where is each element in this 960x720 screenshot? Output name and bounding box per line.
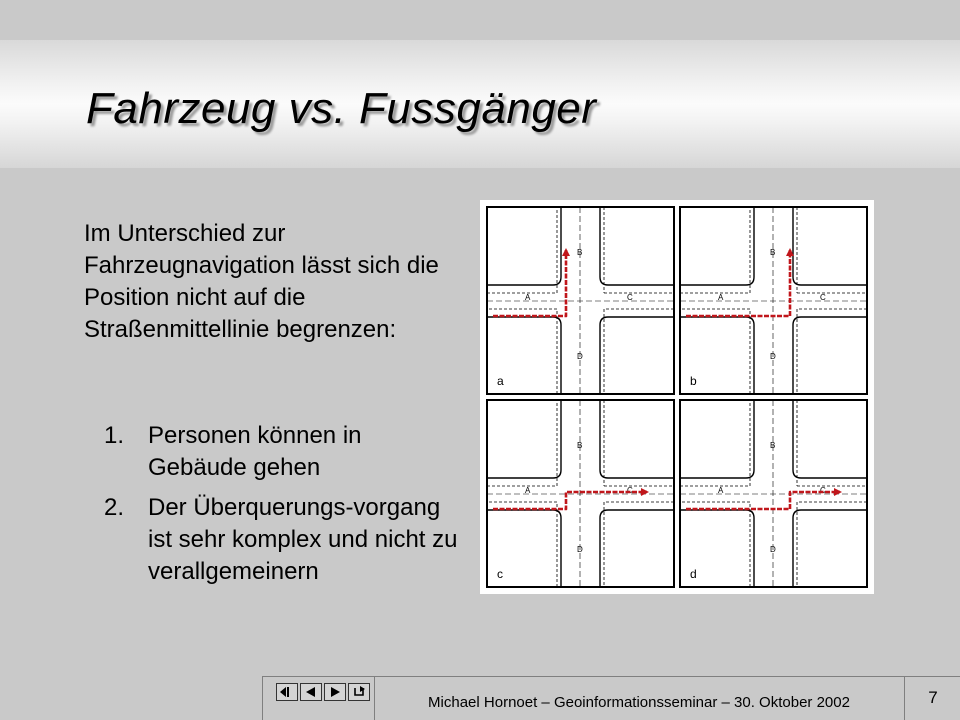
panel-letter: d [690, 567, 697, 581]
intersection-panel-c [487, 400, 674, 587]
street-label: A [718, 293, 724, 302]
street-label: B [577, 248, 583, 257]
street-label: C [820, 486, 826, 495]
panel-letter: b [690, 374, 697, 388]
list-number: 1. [104, 422, 125, 449]
footer-separator [374, 676, 375, 720]
street-label: C [627, 293, 633, 302]
next-icon[interactable] [324, 683, 346, 701]
intro-text: Im Unterschied zur Fahrzeugnavigation lässt sich die Position nicht auf die Straßenmittellinie begrenzen: [84, 220, 439, 343]
navigation-buttons [276, 683, 370, 701]
panel-letter: a [497, 374, 504, 388]
street-label: A [525, 293, 531, 302]
street-label: C [627, 486, 633, 495]
intersection-panel-a [487, 207, 674, 394]
intersection-panel-b [680, 207, 867, 394]
previous-icon[interactable] [300, 683, 322, 701]
street-label: C [820, 293, 826, 302]
page-number: 7 [928, 688, 938, 707]
panel-frame [487, 207, 674, 394]
footer-author-line: Michael Hornoet – Geoinformationsseminar – 30. Oktober 2002 [428, 694, 850, 711]
footer-separator [262, 676, 263, 720]
street-label: A [718, 486, 724, 495]
footer-divider [262, 676, 960, 677]
point-list [104, 420, 464, 596]
list-text: Der Überquerungs-vorgang ist sehr komplex und nicht zu verallgemeinern [148, 494, 458, 585]
list-item [104, 492, 464, 588]
intersection-diagrams [480, 200, 874, 594]
street-label: B [770, 441, 776, 450]
street-label: D [770, 545, 776, 554]
list-number: 2. [104, 494, 125, 521]
street-label: A [525, 486, 531, 495]
intersection-panel-d [680, 400, 867, 587]
list-item [104, 420, 464, 484]
return-icon[interactable] [348, 683, 370, 701]
panel-frame [680, 207, 867, 394]
panel-letter: c [497, 567, 503, 581]
slide-title: Fahrzeug vs. Fussgänger [86, 84, 597, 133]
back-icon[interactable] [276, 683, 298, 701]
list-text: Personen können in Gebäude gehen [148, 422, 362, 481]
street-label: D [770, 352, 776, 361]
footer-separator [904, 676, 905, 720]
street-label: D [577, 352, 583, 361]
intersection-figure [480, 200, 874, 594]
street-label: B [577, 441, 583, 450]
street-label: D [577, 545, 583, 554]
street-label: B [770, 248, 776, 257]
